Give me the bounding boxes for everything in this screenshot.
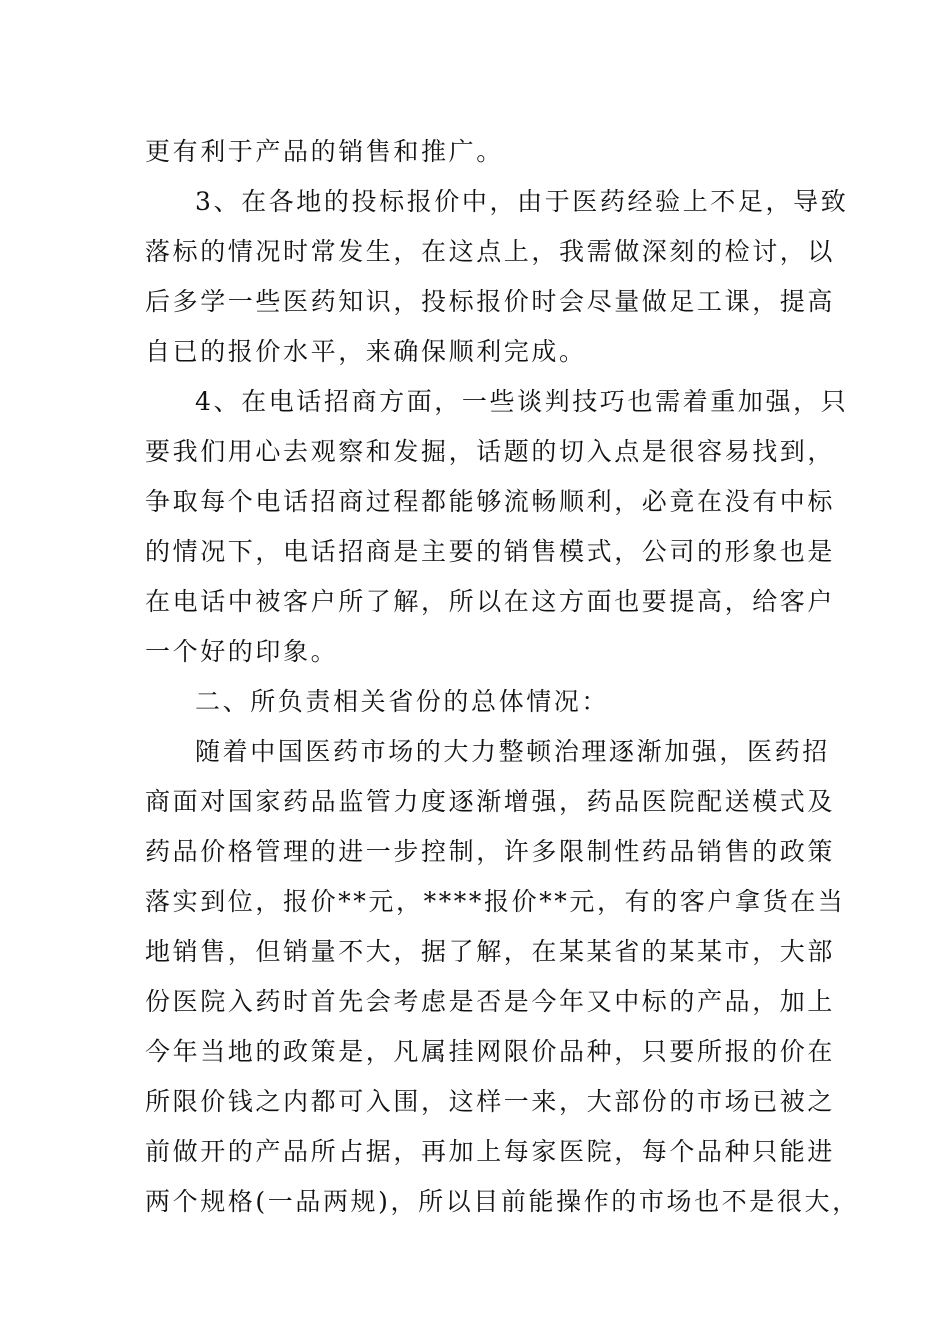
text-line-15: 药品价格管理的进一步控制，许多限制性药品销售的政策 [145,837,836,866]
text-line-16: 落实到位，报价**元，****报价**元，有的客户拿货在当 [145,887,846,916]
text-line-7: 要我们用心去观察和发掘，话题的切入点是很容易找到， [145,437,836,466]
text-line-1: 更有利于产品的销售和推广。 [145,137,504,166]
section-heading: 二、所负责相关省份的总体情况： [195,687,610,716]
text-line-6: 4、在电话招商方面，一些谈判技巧也需着重加强，只 [195,387,849,416]
text-line-22: 两个规格(一品两规)，所以目前能操作的市场也不是很大， [145,1187,860,1216]
text-line-11: 一个好的印象。 [145,637,339,666]
text-line-21: 前做开的产品所占据，再加上每家医院，每个品种只能进 [145,1137,836,1166]
text-line-14: 商面对国家药品监管力度逐渐增强，药品医院配送模式及 [145,787,836,816]
text-line-10: 在电话中被客户所了解，所以在这方面也要提高，给客户 [145,587,836,616]
text-line-4: 后多学一些医药知识，投标报价时会尽量做足工课，提高 [145,287,836,316]
text-line-2: 3、在各地的投标报价中，由于医药经验上不足，导致 [195,187,849,216]
text-line-17: 地销售，但销量不大，据了解，在某某省的某某市，大部 [145,937,836,966]
text-line-9: 的情况下，电话招商是主要的销售模式，公司的形象也是 [145,537,836,566]
text-line-8: 争取每个电话招商过程都能够流畅顺利，必竟在没有中标 [145,487,836,516]
text-line-19: 今年当地的政策是，凡属挂网限价品种，只要所报的价在 [145,1037,836,1066]
text-line-13: 随着中国医药市场的大力整顿治理逐渐加强，医药招 [195,737,830,766]
text-line-20: 所限价钱之内都可入围，这样一来，大部份的市场已被之 [145,1087,836,1116]
text-line-5: 自已的报价水平，来确保顺利完成。 [145,337,587,366]
text-line-18: 份医院入药时首先会考虑是否是今年又中标的产品，加上 [145,987,836,1016]
text-line-3: 落标的情况时常发生，在这点上，我需做深刻的检讨，以 [145,237,836,266]
